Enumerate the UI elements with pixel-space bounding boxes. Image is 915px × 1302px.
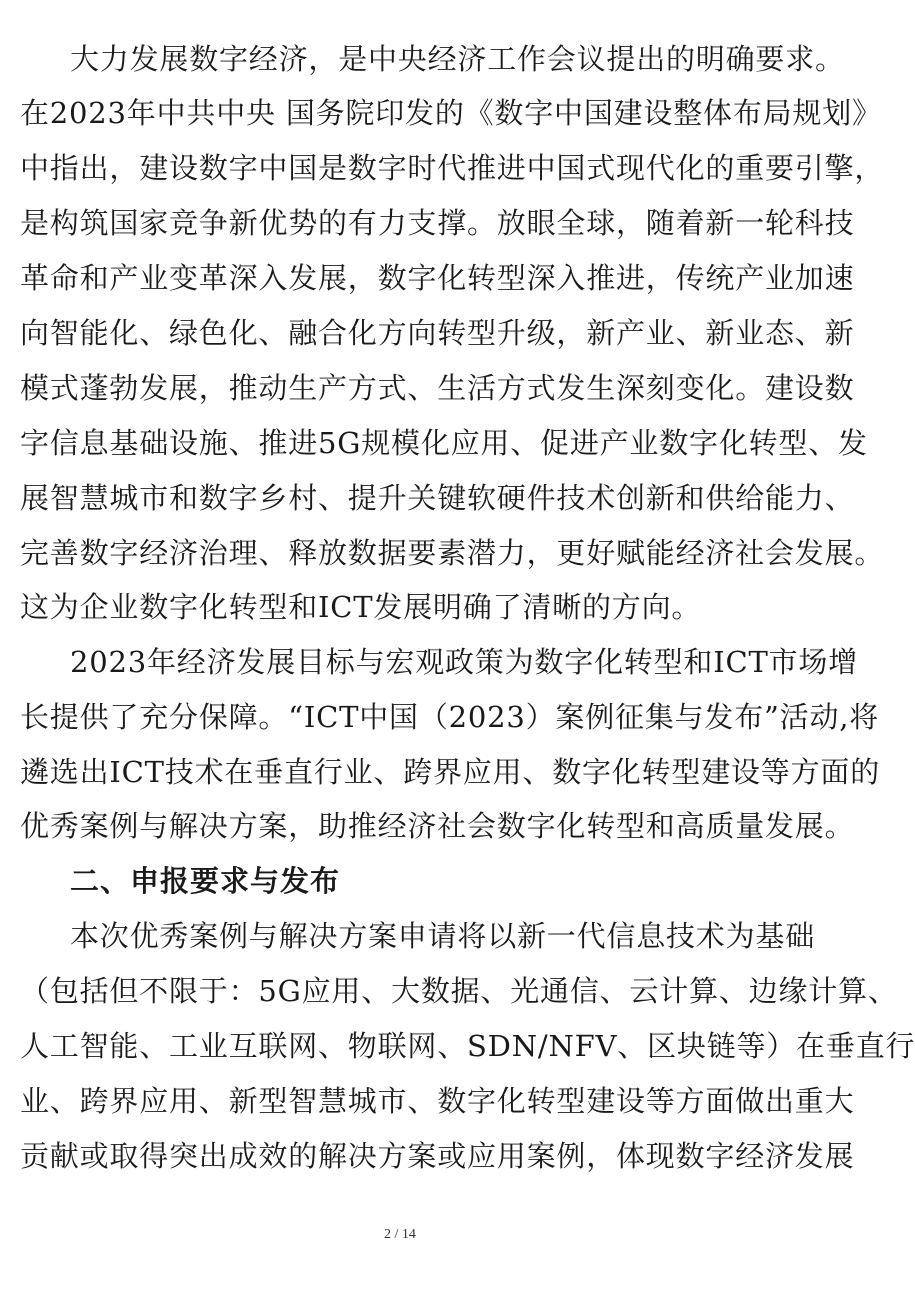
section-heading: 二、申报要求与发布	[70, 864, 341, 898]
paragraph3-line: （包括但不限于：5G应用、大数据、光通信、云计算、边缘计算、	[20, 974, 898, 1008]
paragraph2-line: 2023年经济发展目标与宏观政策为数字化转型和ICT市场增	[70, 645, 858, 679]
paragraph1-line: 大力发展数字经济，是中央经济工作会议提出的明确要求。	[70, 42, 845, 76]
paragraph1-line: 是构筑国家竞争新优势的有力支撑。放眼全球，随着新一轮科技	[20, 206, 855, 240]
paragraph1-line: 展智慧城市和数字乡村、提升关键软硬件技术创新和供给能力、	[20, 481, 855, 515]
paragraph1-line: 模式蓬勃发展，推动生产方式、生活方式发生深刻变化。建设数	[20, 371, 855, 405]
paragraph2-line: 优秀案例与解决方案，助推经济社会数字化转型和高质量发展。	[20, 809, 855, 843]
paragraph3-line: 本次优秀案例与解决方案申请将以新一代信息技术为基础	[70, 919, 816, 953]
paragraph3-line: 贡献或取得突出成效的解决方案或应用案例，体现数字经济发展	[20, 1139, 855, 1173]
paragraph1-line: 在2023年中共中央 国务院印发的《数字中国建设整体布局规划》	[20, 96, 882, 130]
paragraph3-line: 业、跨界应用、新型智慧城市、数字化转型建设等方面做出重大	[20, 1084, 855, 1118]
paragraph2-line: 长提供了充分保障。“ICT中国（2023）案例征集与发布”活动,将	[20, 700, 880, 734]
paragraph2-line: 遴选出ICT技术在垂直行业、跨界应用、数字化转型建设等方面的	[20, 755, 880, 789]
paragraph1-line: 向智能化、绿色化、融合化方向转型升级，新产业、新业态、新	[20, 316, 855, 350]
paragraph1-line: 完善数字经济治理、释放数据要素潜力，更好赋能经济社会发展。	[20, 536, 885, 570]
paragraph1-line: 字信息基础设施、推进5G规模化应用、促进产业数字化转型、发	[20, 426, 868, 460]
paragraph1-line: 中指出，建设数字中国是数字时代推进中国式现代化的重要引擎，	[20, 151, 885, 185]
paragraph3-line: 人工智能、工业互联网、物联网、SDN/NFV、区块链等）在垂直行	[20, 1029, 915, 1063]
page-number: 2 / 14	[384, 1227, 416, 1242]
paragraph1-line: 这为企业数字化转型和ICT发展明确了清晰的方向。	[20, 590, 702, 624]
paragraph1-line: 革命和产业变革深入发展，数字化转型深入推进，传统产业加速	[20, 261, 855, 295]
